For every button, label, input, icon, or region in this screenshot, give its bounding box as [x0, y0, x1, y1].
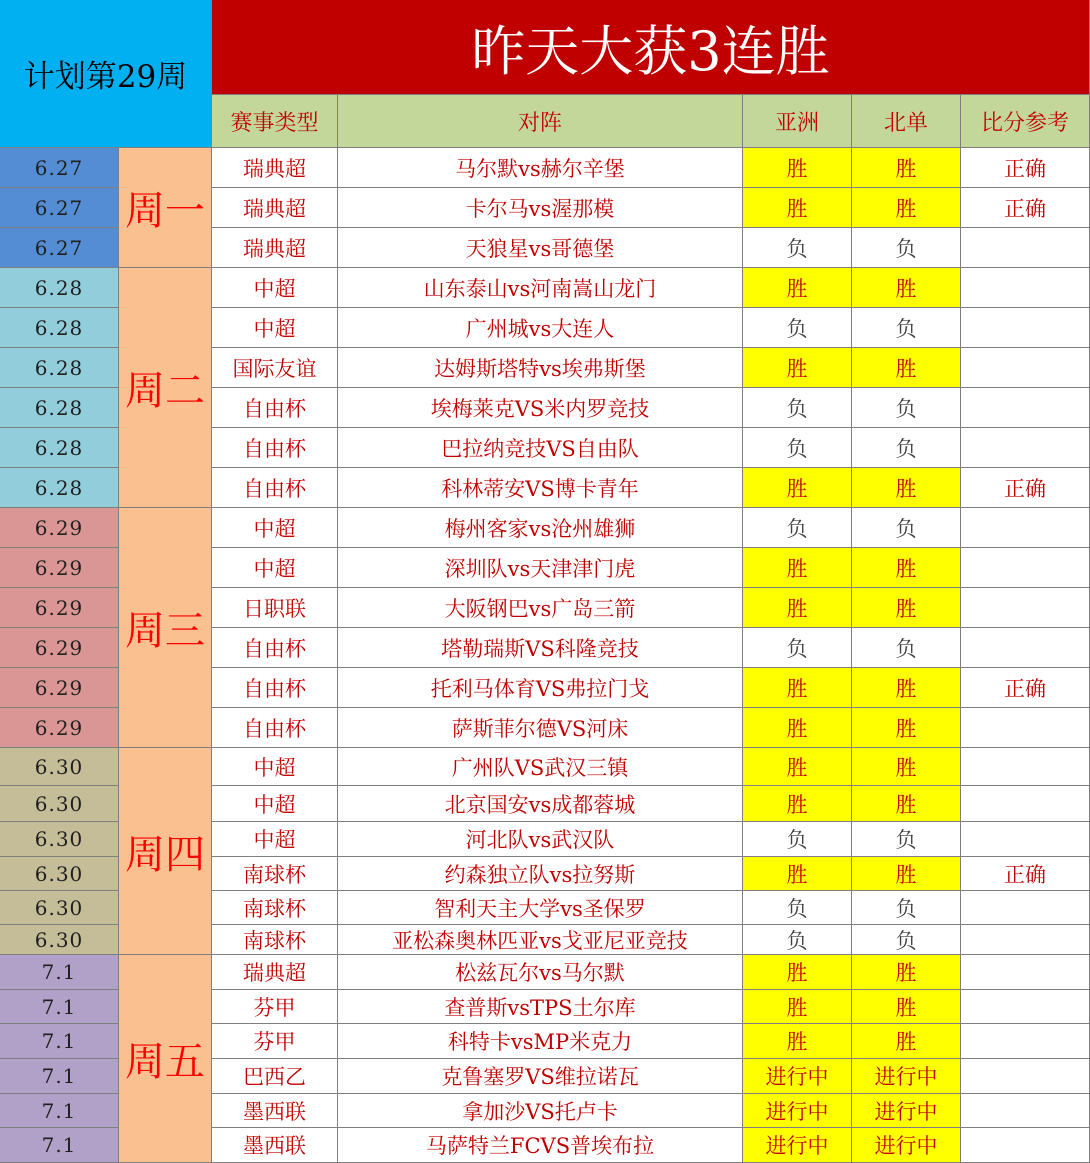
col-header-asia: 亚洲 [743, 95, 852, 148]
row-match: 科林蒂安VS博卡青年 [338, 468, 743, 508]
row-match: 约森独立队vs拉努斯 [338, 857, 743, 891]
row-league-type: 日职联 [212, 588, 338, 628]
row-match: 北京国安vs成都蓉城 [338, 786, 743, 822]
col-header-beidan: 北单 [852, 95, 961, 148]
row-result-asia: 胜 [743, 468, 852, 508]
row-result-asia: 胜 [743, 857, 852, 891]
row-result-beidan: 胜 [852, 588, 961, 628]
row-score-ref [961, 925, 1090, 955]
row-date: 7.1 [0, 1024, 119, 1059]
row-league-type: 瑞典超 [212, 188, 338, 228]
row-result-asia: 负 [743, 308, 852, 348]
row-result-beidan: 负 [852, 822, 961, 857]
row-match: 巴拉纳竞技VS自由队 [338, 428, 743, 468]
row-score-ref: 正确 [961, 188, 1090, 228]
row-match: 塔勒瑞斯VS科隆竞技 [338, 628, 743, 668]
row-match: 大阪钢巴vs广岛三箭 [338, 588, 743, 628]
row-score-ref [961, 1059, 1090, 1094]
row-result-asia: 胜 [743, 748, 852, 786]
col-header-score-ref: 比分参考 [961, 95, 1090, 148]
row-date: 6.29 [0, 508, 119, 548]
row-league-type: 墨西联 [212, 1094, 338, 1128]
row-result-asia: 胜 [743, 548, 852, 588]
row-score-ref [961, 708, 1090, 748]
row-date: 6.28 [0, 428, 119, 468]
row-league-type: 芬甲 [212, 990, 338, 1024]
row-date: 7.1 [0, 990, 119, 1024]
row-match: 埃梅莱克VS米内罗竞技 [338, 388, 743, 428]
row-result-beidan: 负 [852, 308, 961, 348]
row-result-asia: 胜 [743, 990, 852, 1024]
row-date: 6.28 [0, 388, 119, 428]
row-match: 亚松森奥林匹亚vs戈亚尼亚竞技 [338, 925, 743, 955]
row-league-type: 巴西乙 [212, 1059, 338, 1094]
row-date: 6.29 [0, 588, 119, 628]
row-league-type: 中超 [212, 548, 338, 588]
row-score-ref [961, 508, 1090, 548]
row-league-type: 南球杯 [212, 891, 338, 925]
row-result-beidan: 胜 [852, 1024, 961, 1059]
row-league-type: 中超 [212, 508, 338, 548]
row-result-asia: 负 [743, 822, 852, 857]
weekday-thu: 周四 [119, 748, 212, 955]
row-score-ref [961, 891, 1090, 925]
row-result-asia: 胜 [743, 188, 852, 228]
plan-week-label: 计划第29周 [0, 0, 212, 148]
row-league-type: 南球杯 [212, 857, 338, 891]
row-result-asia: 负 [743, 891, 852, 925]
row-score-ref [961, 748, 1090, 786]
row-score-ref [961, 548, 1090, 588]
row-league-type: 自由杯 [212, 628, 338, 668]
row-result-beidan: 负 [852, 925, 961, 955]
row-score-ref [961, 628, 1090, 668]
row-score-ref: 正确 [961, 468, 1090, 508]
weekday-fri: 周五 [119, 955, 212, 1163]
row-league-type: 中超 [212, 748, 338, 786]
row-result-asia: 负 [743, 508, 852, 548]
row-result-beidan: 胜 [852, 548, 961, 588]
row-result-asia: 进行中 [743, 1128, 852, 1163]
row-result-beidan: 胜 [852, 668, 961, 708]
weekday-mon: 周一 [119, 148, 212, 268]
row-match: 克鲁塞罗VS维拉诺瓦 [338, 1059, 743, 1094]
row-score-ref [961, 388, 1090, 428]
row-league-type: 自由杯 [212, 708, 338, 748]
row-match: 智利天主大学vs圣保罗 [338, 891, 743, 925]
row-score-ref [961, 955, 1090, 990]
row-date: 6.29 [0, 628, 119, 668]
weekday-wed: 周三 [119, 508, 212, 748]
row-result-beidan: 胜 [852, 188, 961, 228]
row-match: 查普斯vsTPS土尔库 [338, 990, 743, 1024]
row-result-beidan: 胜 [852, 786, 961, 822]
row-date: 6.28 [0, 308, 119, 348]
row-date: 7.1 [0, 1128, 119, 1163]
row-result-asia: 负 [743, 228, 852, 268]
row-result-asia: 胜 [743, 955, 852, 990]
row-match: 深圳队vs天津津门虎 [338, 548, 743, 588]
row-league-type: 瑞典超 [212, 148, 338, 188]
row-result-beidan: 胜 [852, 468, 961, 508]
row-match: 松兹瓦尔vs马尔默 [338, 955, 743, 990]
row-league-type: 自由杯 [212, 428, 338, 468]
row-score-ref: 正确 [961, 148, 1090, 188]
row-result-beidan: 负 [852, 428, 961, 468]
row-result-asia: 胜 [743, 708, 852, 748]
row-league-type: 中超 [212, 308, 338, 348]
row-score-ref [961, 268, 1090, 308]
row-result-asia: 进行中 [743, 1094, 852, 1128]
row-result-asia: 胜 [743, 786, 852, 822]
row-date: 6.27 [0, 148, 119, 188]
row-result-asia: 胜 [743, 668, 852, 708]
row-result-beidan: 负 [852, 388, 961, 428]
row-score-ref: 正确 [961, 668, 1090, 708]
row-league-type: 自由杯 [212, 668, 338, 708]
row-date: 6.28 [0, 268, 119, 308]
row-score-ref [961, 990, 1090, 1024]
row-result-asia: 负 [743, 925, 852, 955]
row-result-beidan: 胜 [852, 268, 961, 308]
row-match: 托利马体育VS弗拉门戈 [338, 668, 743, 708]
row-league-type: 自由杯 [212, 468, 338, 508]
row-date: 6.29 [0, 668, 119, 708]
row-date: 6.30 [0, 786, 119, 822]
row-match: 达姆斯塔特vs埃弗斯堡 [338, 348, 743, 388]
col-header-match: 对阵 [338, 95, 743, 148]
row-league-type: 中超 [212, 786, 338, 822]
row-result-asia: 胜 [743, 268, 852, 308]
row-match: 马萨特兰FCVS普埃布拉 [338, 1128, 743, 1163]
row-result-beidan: 胜 [852, 148, 961, 188]
row-date: 7.1 [0, 955, 119, 990]
row-date: 6.28 [0, 348, 119, 388]
row-league-type: 中超 [212, 268, 338, 308]
row-result-beidan: 胜 [852, 348, 961, 388]
row-result-beidan: 进行中 [852, 1128, 961, 1163]
row-match: 河北队vs武汉队 [338, 822, 743, 857]
row-match: 卡尔马vs渥那模 [338, 188, 743, 228]
row-score-ref [961, 1024, 1090, 1059]
row-result-asia: 负 [743, 388, 852, 428]
row-result-beidan: 负 [852, 508, 961, 548]
row-score-ref [961, 822, 1090, 857]
row-league-type: 墨西联 [212, 1128, 338, 1163]
row-result-beidan: 负 [852, 228, 961, 268]
row-result-beidan: 胜 [852, 990, 961, 1024]
row-score-ref [961, 228, 1090, 268]
row-match: 萨斯菲尔德VS河床 [338, 708, 743, 748]
row-result-asia: 负 [743, 628, 852, 668]
row-result-asia: 胜 [743, 348, 852, 388]
weekday-tue: 周二 [119, 268, 212, 508]
row-date: 6.27 [0, 228, 119, 268]
row-score-ref [961, 786, 1090, 822]
row-league-type: 瑞典超 [212, 228, 338, 268]
row-date: 6.27 [0, 188, 119, 228]
row-result-beidan: 负 [852, 891, 961, 925]
row-date: 6.30 [0, 822, 119, 857]
row-date: 6.28 [0, 468, 119, 508]
row-date: 6.29 [0, 708, 119, 748]
row-result-asia: 胜 [743, 1024, 852, 1059]
row-result-beidan: 负 [852, 628, 961, 668]
row-result-asia: 负 [743, 428, 852, 468]
row-match: 山东泰山vs河南嵩山龙门 [338, 268, 743, 308]
row-result-asia: 进行中 [743, 1059, 852, 1094]
row-match: 广州城vs大连人 [338, 308, 743, 348]
row-league-type: 自由杯 [212, 388, 338, 428]
row-match: 天狼星vs哥德堡 [338, 228, 743, 268]
row-match: 科特卡vsMP米克力 [338, 1024, 743, 1059]
row-date: 6.30 [0, 857, 119, 891]
row-result-beidan: 胜 [852, 748, 961, 786]
row-match: 广州队VS武汉三镇 [338, 748, 743, 786]
row-date: 6.30 [0, 925, 119, 955]
row-result-beidan: 胜 [852, 955, 961, 990]
row-score-ref [961, 308, 1090, 348]
row-league-type: 芬甲 [212, 1024, 338, 1059]
row-date: 7.1 [0, 1094, 119, 1128]
row-date: 6.29 [0, 548, 119, 588]
col-header-type: 赛事类型 [212, 95, 338, 148]
row-league-type: 国际友谊 [212, 348, 338, 388]
row-league-type: 瑞典超 [212, 955, 338, 990]
row-date: 6.30 [0, 891, 119, 925]
row-result-beidan: 胜 [852, 708, 961, 748]
row-result-beidan: 进行中 [852, 1094, 961, 1128]
row-score-ref [961, 588, 1090, 628]
row-match: 梅州客家vs沧州雄狮 [338, 508, 743, 548]
row-date: 6.30 [0, 748, 119, 786]
row-result-asia: 胜 [743, 588, 852, 628]
row-result-beidan: 胜 [852, 857, 961, 891]
row-league-type: 南球杯 [212, 925, 338, 955]
row-score-ref [961, 1094, 1090, 1128]
row-league-type: 中超 [212, 822, 338, 857]
row-score-ref: 正确 [961, 857, 1090, 891]
row-score-ref [961, 428, 1090, 468]
row-result-beidan: 进行中 [852, 1059, 961, 1094]
row-result-asia: 胜 [743, 148, 852, 188]
row-match: 马尔默vs赫尔辛堡 [338, 148, 743, 188]
row-score-ref [961, 1128, 1090, 1163]
row-match: 拿加沙VS托卢卡 [338, 1094, 743, 1128]
row-score-ref [961, 348, 1090, 388]
banner-title: 昨天大获3连胜 [212, 0, 1090, 95]
row-date: 7.1 [0, 1059, 119, 1094]
